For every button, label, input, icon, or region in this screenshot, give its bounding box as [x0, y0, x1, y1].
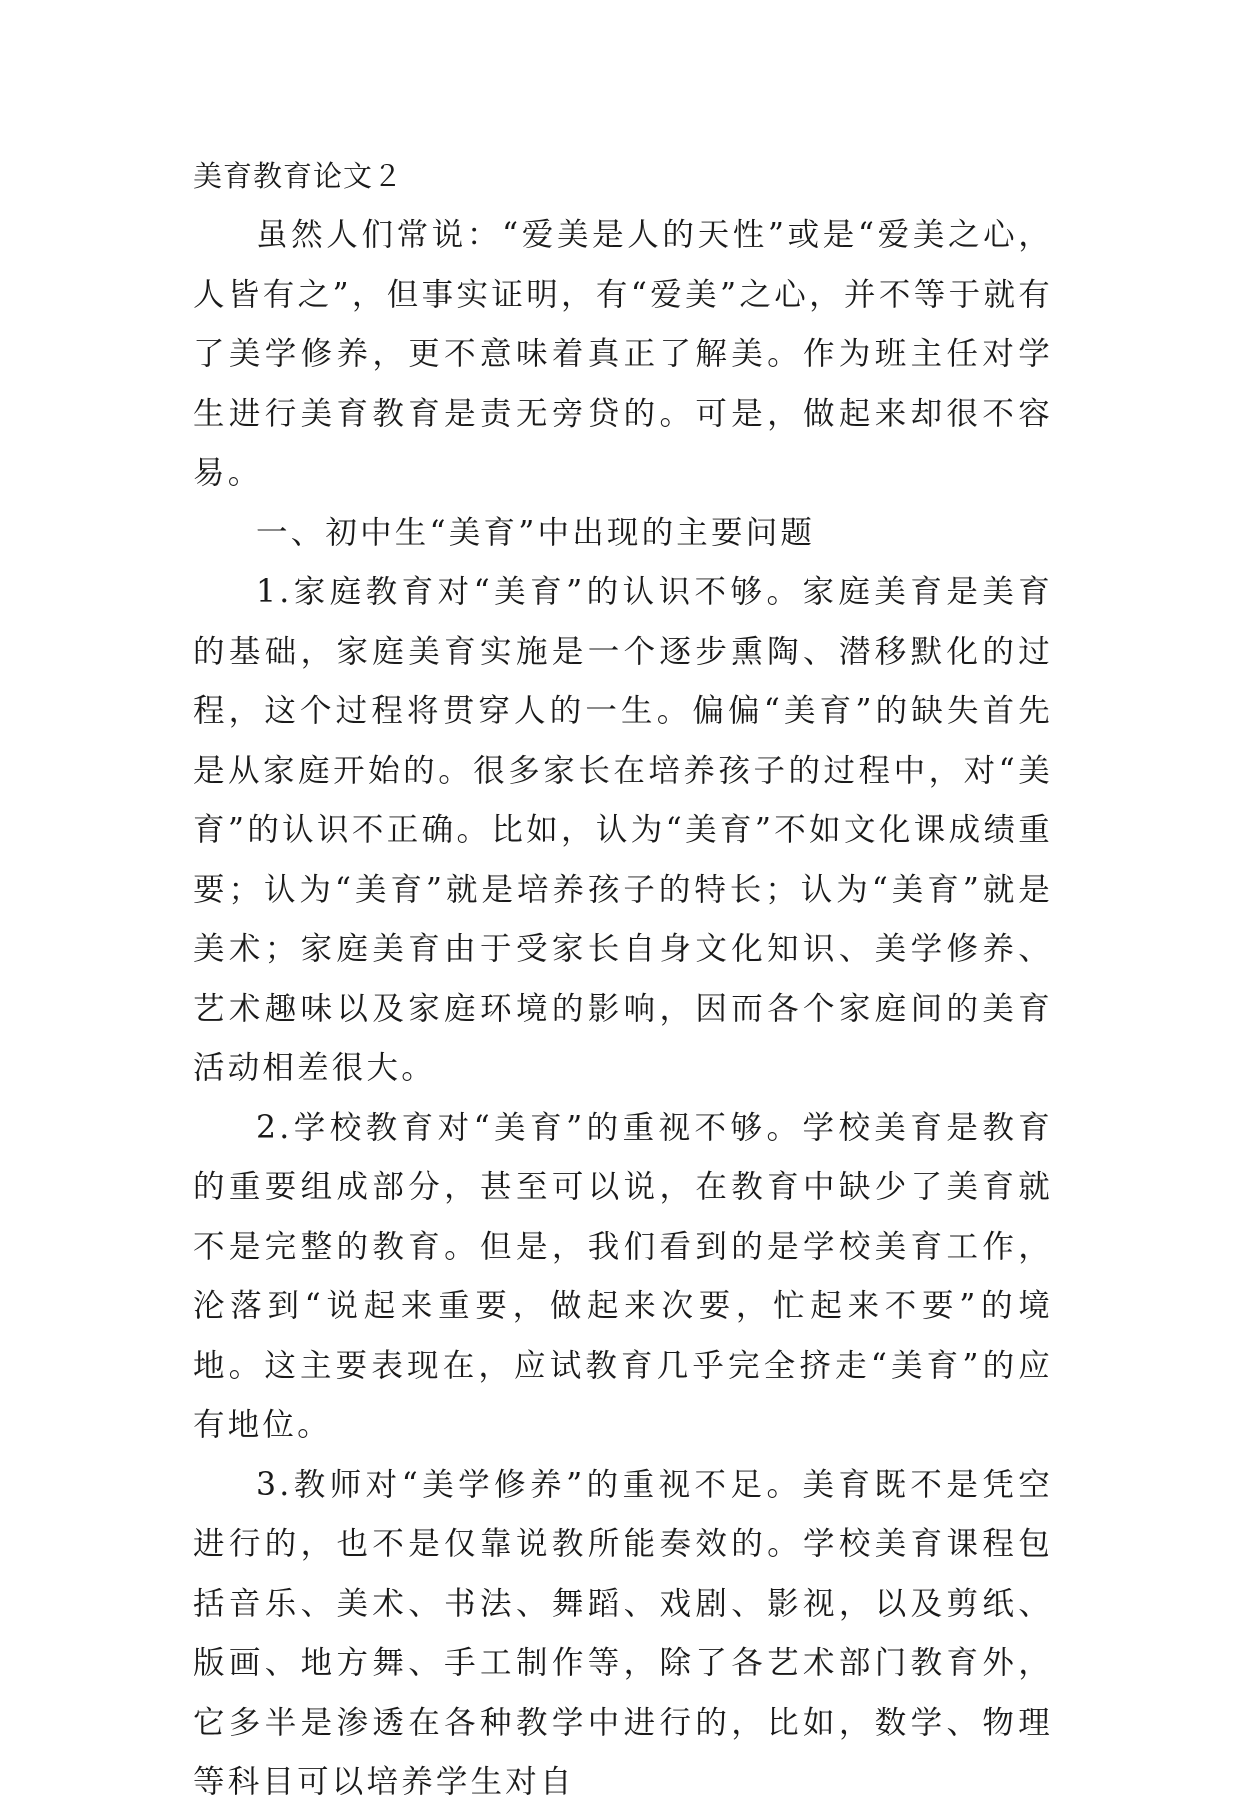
paragraph-family-education: 1.家庭教育对“美育”的认识不够。家庭美育是美育的基础，家庭美育实施是一个逐步熏陶、潜移默化的过程，这个过程将贯穿人的一生。偏偏“美育”的缺失首先是从家庭开始的。很多家长在培养孩子的过程中，对“美育”的认识不正确。比如，认为“美育”不如文化课成绩重要；认为“美育”就是培养孩子的特长；认为“美育”就是美术；家庭美育由于受家长自身文化知识、美学修养、艺术趣味以及家庭环境的影响，因而各个家庭间的美育活动相差很大。 [193, 574, 1053, 1086]
section-heading: 一、初中生“美育”中出现的主要问题 [256, 514, 816, 551]
paragraph-school-education: 2.学校教育对“美育”的重视不够。学校美育是教育的重要组成部分，甚至可以说，在教育中缺少了美育就不是完整的教育。但是，我们看到的是学校美育工作，沦落到“说起来重要，做起来次要，忙起来不要”的境地。这主要表现在，应试教育几乎完全挤走“美育”的应有地位。 [193, 1109, 1053, 1443]
paragraph-intro: 虽然人们常说：“爱美是人的天性”或是“爱美之心，人皆有之”，但事实证明，有“爱美”之心，并不等于就有了美学修养，更不意味着真正了解美。作为班主任对学生进行美育教育是责无旁贷的。可是，做起来却很不容易。 [193, 217, 1053, 491]
paragraph-teacher-aesthetics: 3.教师对“美学修养”的重视不足。美育既不是凭空进行的，也不是仅靠说教所能奏效的。学校美育课程包括音乐、美术、书法、舞蹈、戏剧、影视，以及剪纸、版画、地方舞、手工制作等，除了各艺术部门教育外，它多半是渗透在各种教学中进行的，比如，数学、物理等科目可以培养学生对自 [193, 1466, 1053, 1800]
document-title: 美育教育论文２ [193, 159, 404, 193]
document-body [193, 146, 1053, 1813]
